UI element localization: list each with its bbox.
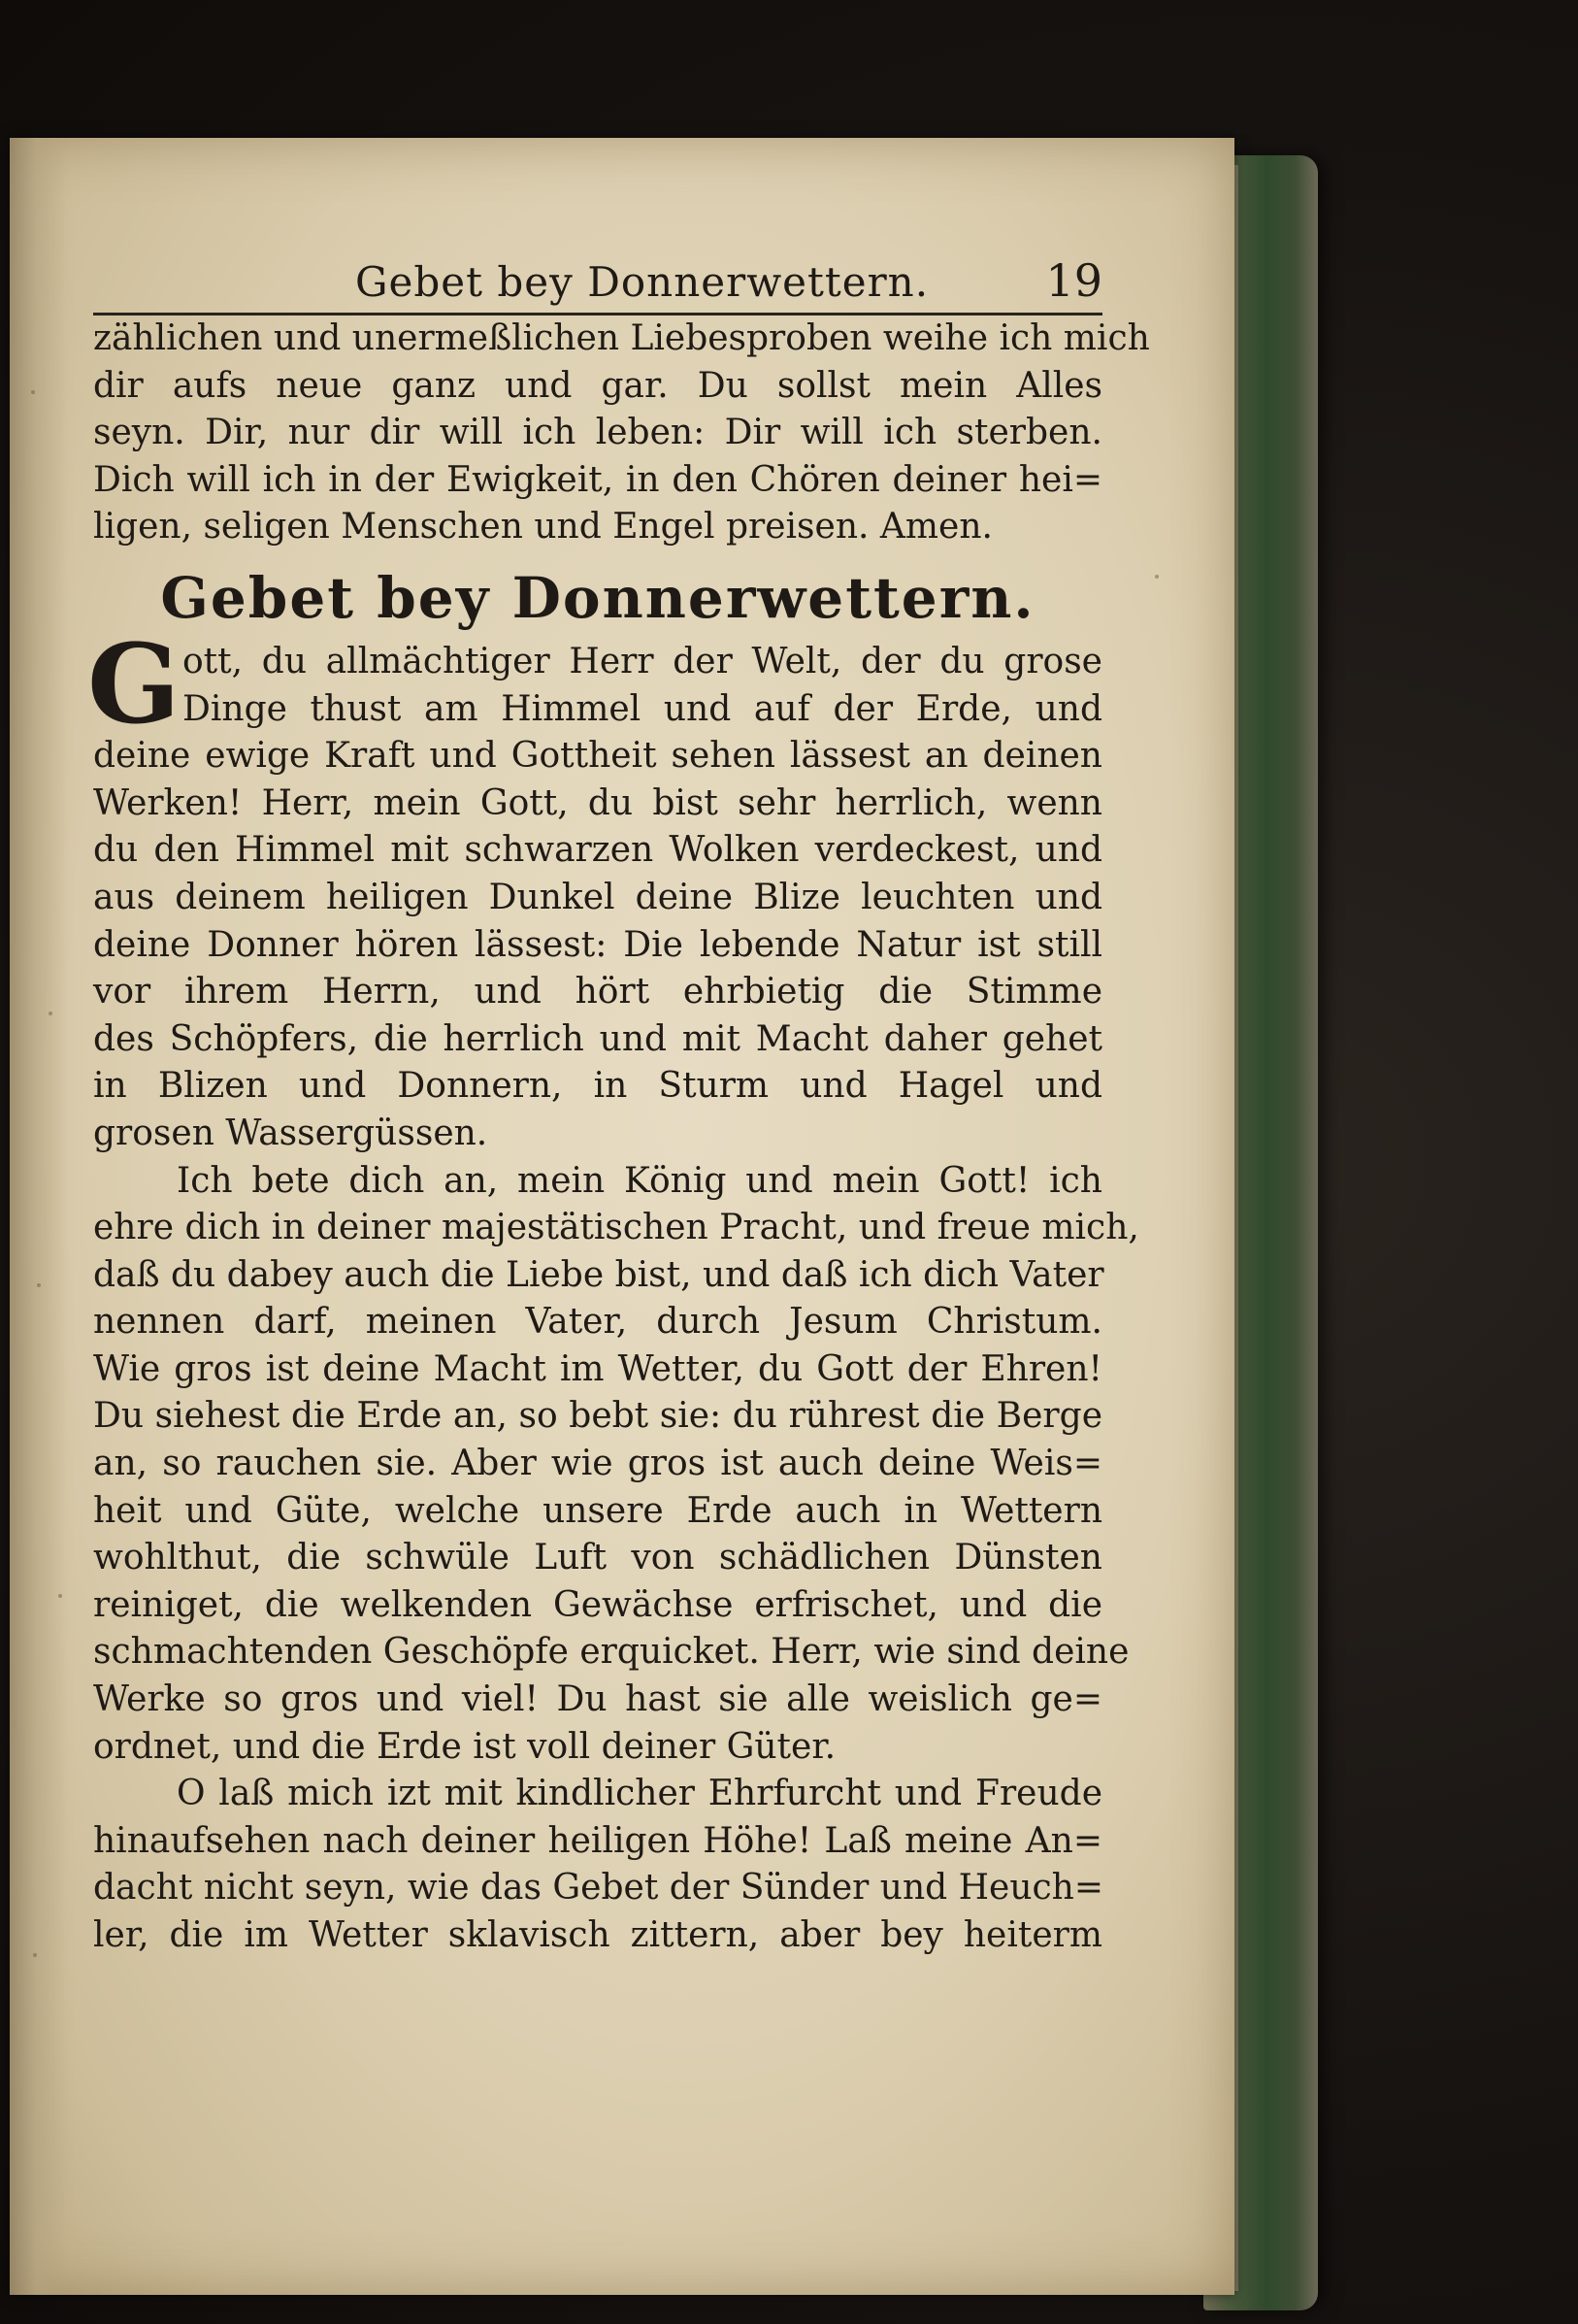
prayer-paragraph-2 [93,1158,1139,1772]
text-line: Werke so gros und viel! Du hast sie alle weislich ge= [93,1679,1102,1720]
text-line: Dinge thust am Himmel und auf der Erde, und [182,688,1102,729]
text-line: ler, die im Wetter sklavisch zittern, aber bey heiterm [93,1915,1102,1955]
page-header [93,252,1102,315]
text-line: Werken! Herr, mein Gott, du bist sehr herrlich, wenn [93,782,1102,823]
text-line: wohlthut, die schwüle Luft von schädlichen Dünsten [93,1538,1102,1578]
text-line: des Schöpfers, die herrlich und mit Macht daher gehet [93,1018,1102,1059]
text-line: deine ewige Kraft und Gottheit sehen lässest an deinen [93,736,1102,777]
running-head: Gebet bey Donnerwettern. [355,258,930,306]
text-line: an, so rauchen sie. Aber wie gros ist auch deine Weis= [93,1444,1102,1484]
text-line: schmachtenden Geschöpfe erquicket. Herr, wie sind deine [93,1632,1130,1673]
section-title: Gebet bey Donnerwettern. [160,564,1036,631]
prayer-paragraph-1 [87,620,1102,1158]
text-line: dir aufs neue ganz und gar. Du sollst mein Alles [93,365,1102,406]
text-line: aus deinem heiligen Dunkel deine Blize leuchten und [93,877,1102,917]
text-line: ordnet, und die Erde ist voll deiner Güter. [93,1726,837,1767]
text-line: Du siehest die Erde an, so bebt sie: du rührest die Berge [93,1396,1102,1437]
text-line: grosen Wassergüssen. [93,1112,488,1153]
text-line: vor ihrem Herrn, und hört ehrbietig die Stimme [93,972,1102,1013]
page-content [87,252,1150,1960]
text-line: Wie gros ist deine Macht im Wetter, du Gott der Ehren! [93,1348,1102,1389]
text-line: ehre dich in deiner majestätischen Pracht, und freue mich, [93,1208,1139,1248]
continued-paragraph [93,315,1150,551]
text-line: nennen darf, meinen Vater, durch Jesum Christum. [93,1302,1102,1343]
text-line: hinaufsehen nach deiner heiligen Höhe! Laß meine An= [93,1820,1102,1861]
text-line: heit und Güte, welche unsere Erde auch in Wettern [93,1490,1102,1531]
text-line: reiniget, die welkenden Gewächse erfrischet, und die [93,1584,1102,1625]
text-line: seyn. Dir, nur dir will ich leben: Dir will ich sterben. [93,413,1102,453]
text-line: O laß mich izt mit kindlicher Ehrfurcht und Freude [177,1774,1102,1814]
text-line: ligen, seligen Menschen und Engel preisen. Amen. [93,507,993,548]
text-line: daß du dabey auch die Liebe bist, und daß ich dich Vater [93,1254,1104,1295]
text-line: dacht nicht seyn, wie das Gebet der Sünder und Heuch= [93,1868,1104,1909]
page-gutter-shadow [10,138,68,2295]
text-line: Ich bete dich an, mein König und mein Gott! ich [177,1160,1102,1201]
drop-cap: G [87,620,181,748]
text-line: ott, du allmächtiger Herr der Welt, der du grose [182,641,1102,681]
text-line: zählichen und unermeßlichen Liebesproben weihe ich mich [93,318,1150,358]
text-line: deine Donner hören lässest: Die lebende Natur ist still [93,924,1102,965]
text-line: Dich will ich in der Ewigkeit, in den Chören deiner hei= [93,459,1102,500]
book-page [10,138,1234,2295]
prayer-paragraph-3 [93,1771,1102,1959]
page-number: 19 [1045,254,1102,307]
text-line: in Blizen und Donnern, in Sturm und Hagel und [93,1066,1102,1107]
text-line: du den Himmel mit schwarzen Wolken verdeckest, und [93,830,1102,871]
